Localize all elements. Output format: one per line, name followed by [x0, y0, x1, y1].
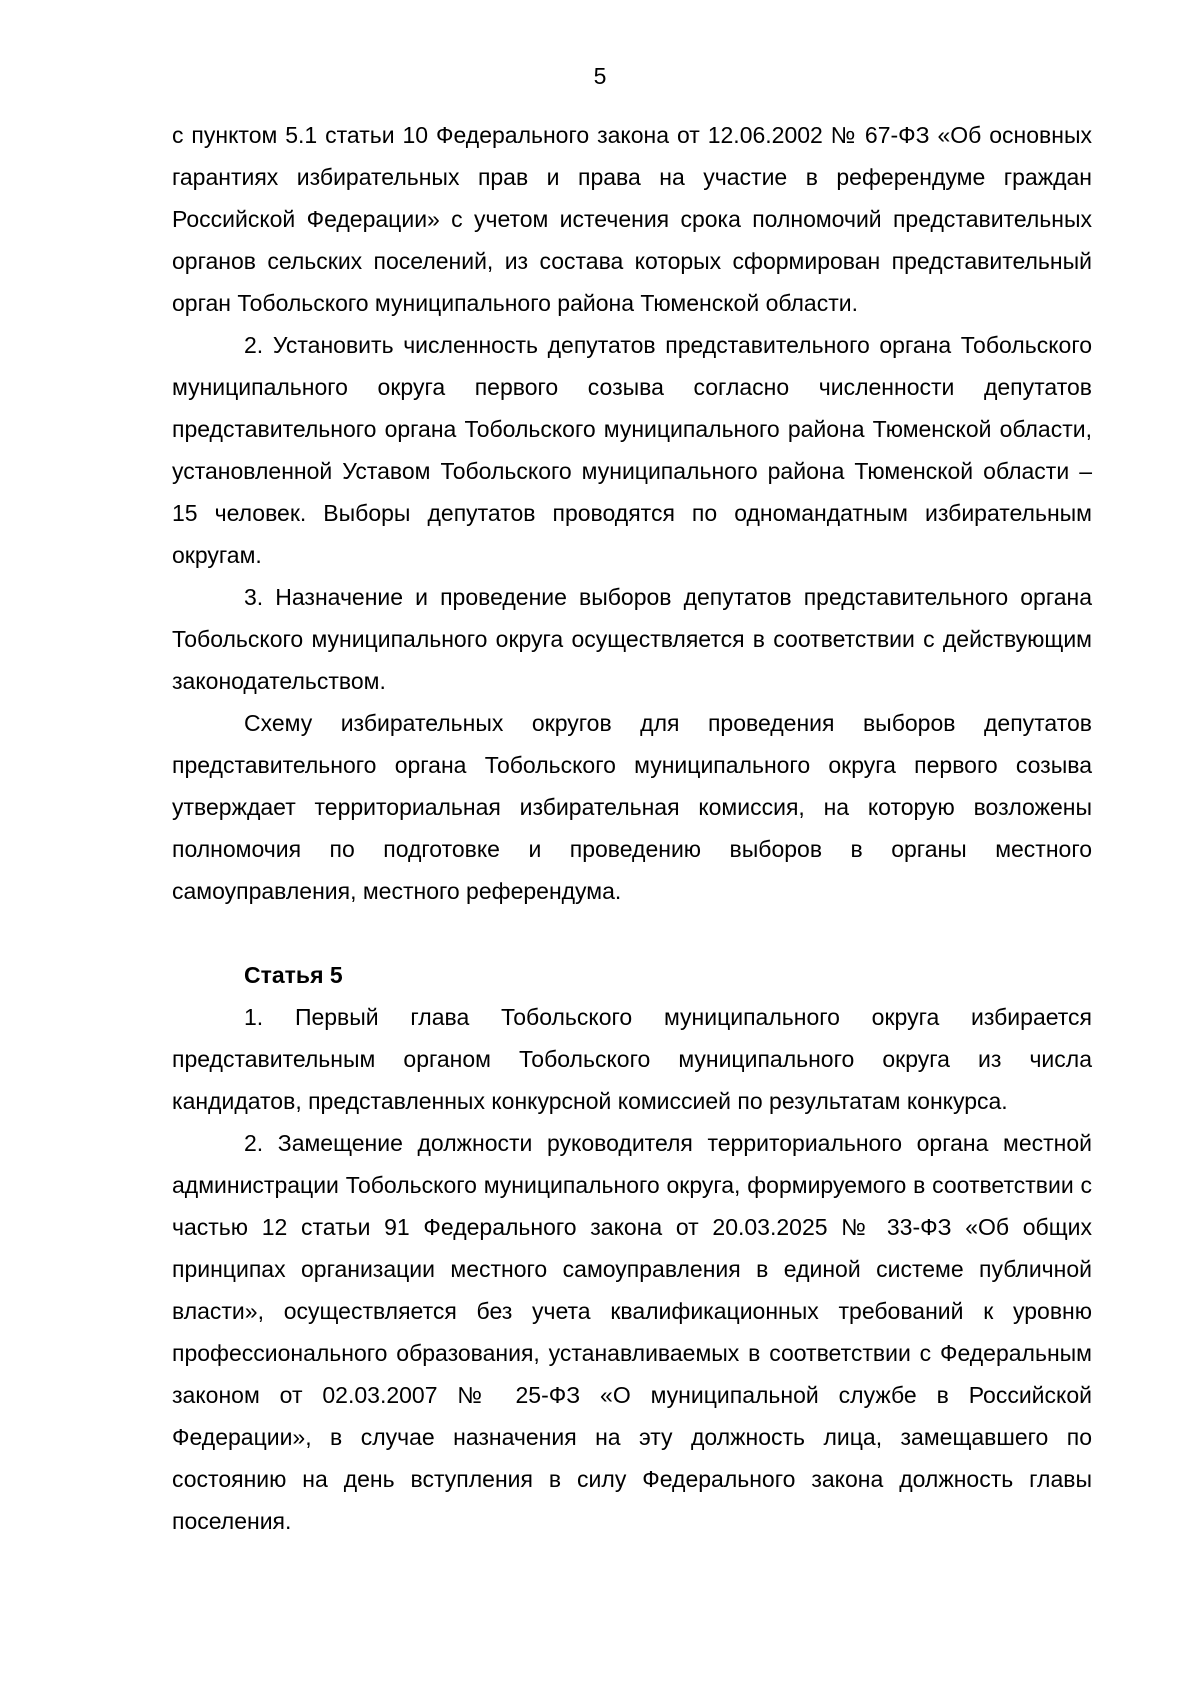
paragraph-item-2: 2. Установить численность депутатов представительного органа Тобольского муниципального округа первого созыва согласно численности депутатов представительного органа Тобольского муниципального района Тюменской области, установленной Уставом Тобольского муниципального района Тюменской области – 15 человек. Выборы депутатов проводятся по одномандатным избирательным округам. — [172, 332, 1092, 568]
document-body — [172, 114, 1092, 1542]
paragraph-item-3: 3. Назначение и проведение выборов депутатов представительного органа Тобольского муниципального округа осуществляется в соответствии с действующим законодательством. — [172, 584, 1092, 694]
page-number: 5 — [593, 63, 607, 89]
paragraph-districts-scheme: Схему избирательных округов для проведения выборов депутатов представительного органа Тобольского муниципального округа первого созыва утверждает территориальная избирательная комиссия, на которую возложены полномочия по подготовке и проведению выборов в органы местного самоуправления, местного референдума. — [172, 710, 1092, 904]
paragraph-article5-item-2: 2. Замещение должности руководителя территориального органа местной администрации Тобольского муниципального округа, формируемого в соответствии с частью 12 статьи 91 Федерального закона от 20.03.2025 № 33-ФЗ «Об общих принципах организации местного самоуправления в единой системе публичной власти», осуществляется без учета квалификационных требований к уровню профессионального образования, устанавливаемых в соответствии с Федеральным законом от 02.03.2007 № 25-ФЗ «О муниципальной службе в Российской Федерации», в случае назначения на эту должность лица, замещавшего по состоянию на день вступления в силу Федерального закона должность главы поселения. — [172, 1130, 1092, 1534]
paragraph-article5-item-1: 1. Первый глава Тобольского муниципального округа избирается представительным органом Тобольского муниципального округа из числа кандидатов, представленных конкурсной комиссией по результатам конкурса. — [172, 1004, 1092, 1114]
paragraph-continuation: с пунктом 5.1 статьи 10 Федерального закона от 12.06.2002 № 67-ФЗ «Об основных гарантиях избирательных прав и права на участие в референдуме граждан Российской Федерации» с учетом истечения срока полномочий представительных органов сельских поселений, из состава которых сформирован представительный орган Тобольского муниципального района Тюменской области. — [172, 122, 1092, 316]
article-heading: Статья 5 — [244, 962, 343, 988]
